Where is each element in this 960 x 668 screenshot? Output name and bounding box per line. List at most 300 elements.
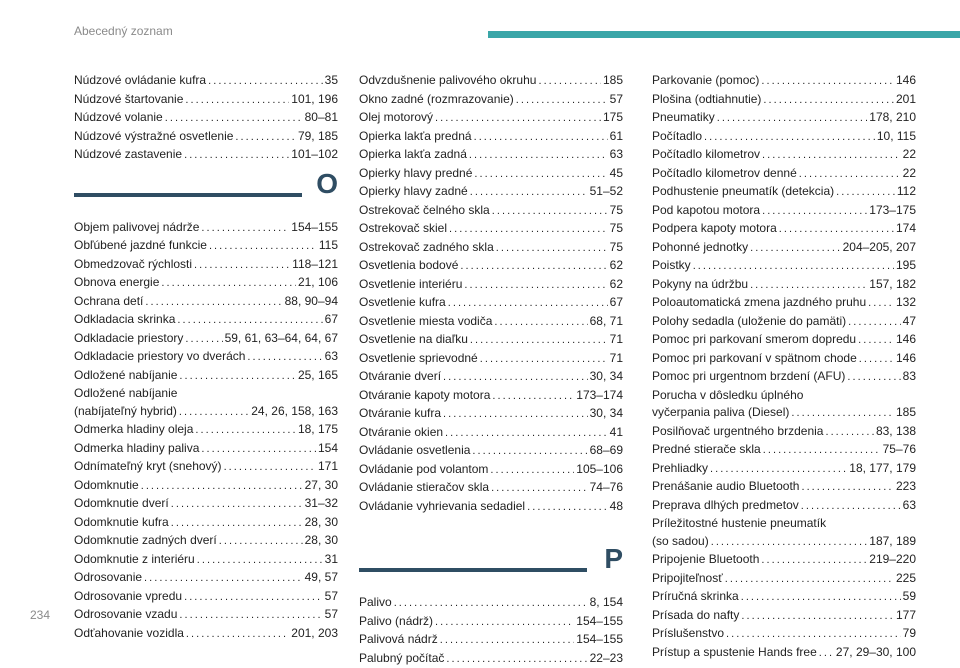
index-entry: [359, 350, 623, 369]
index-entry: [359, 276, 623, 295]
index-entry-term: Odťahovanie vozidla: [74, 625, 184, 643]
dot-leader: [704, 128, 875, 147]
index-entry-term: Opierka lakťa zadná: [359, 146, 467, 164]
index-entry-pages[interactable]: 67: [325, 311, 338, 329]
index-entry: [359, 128, 623, 147]
section-letter: P: [604, 550, 623, 568]
dot-leader: [435, 613, 574, 632]
index-entry-term: Plošina (odtiahnutie): [652, 91, 761, 109]
index-entry-term: Olej motorový: [359, 109, 433, 127]
index-entry: [652, 497, 916, 516]
index-entry-pages[interactable]: 146: [896, 350, 916, 368]
dot-leader: [779, 220, 894, 239]
dot-leader: [474, 128, 608, 147]
index-entry-pages[interactable]: 154–155: [576, 613, 623, 631]
dot-leader: [710, 460, 847, 479]
index-entry-pages[interactable]: 28, 30: [305, 532, 338, 550]
index-entry-pages[interactable]: 105–106: [576, 461, 623, 479]
dot-leader: [762, 202, 867, 221]
dot-leader: [496, 239, 608, 258]
index-entry: [652, 423, 916, 442]
index-entry-pages[interactable]: 101–102: [291, 146, 338, 164]
index-entry-pages[interactable]: 67: [610, 294, 623, 312]
index-entry-term: Otváranie kufra: [359, 405, 441, 423]
index-entry-pages[interactable]: 22: [903, 165, 916, 183]
index-entry-term: Pomoc pri urgentnom brzdení (AFU): [652, 368, 845, 386]
index-entry-term: Ovládanie stieračov skla: [359, 479, 489, 497]
dot-leader: [145, 293, 282, 312]
index-entry-term: Pripojenie Bluetooth: [652, 551, 759, 569]
index-entry: [74, 569, 338, 588]
index-entry: [652, 276, 916, 295]
index-entry: [74, 256, 338, 275]
index-entry-term: Palivo: [359, 594, 392, 612]
index-column-2: [359, 72, 623, 668]
index-entry-pages[interactable]: 154–155: [291, 219, 338, 237]
index-entry-pages[interactable]: 57: [325, 606, 338, 624]
dot-leader: [201, 219, 289, 238]
index-entry-pages[interactable]: 51–52: [590, 183, 623, 201]
dot-leader: [194, 256, 290, 275]
dot-leader: [799, 165, 901, 184]
index-entry: [74, 551, 338, 570]
index-entry-term: Osvetlenia bodové: [359, 257, 458, 275]
dot-leader: [201, 440, 316, 459]
index-entry-term: Ovládanie pod volantom: [359, 461, 488, 479]
index-entry-term: Parkovanie (pomoc): [652, 72, 759, 90]
index-entry: [359, 331, 623, 350]
dot-leader: [460, 257, 607, 276]
dot-leader: [492, 387, 574, 406]
index-entry: [359, 650, 623, 668]
index-entry-term: Núdzové štartovanie: [74, 91, 183, 109]
dot-leader: [208, 72, 323, 91]
dot-leader: [711, 533, 868, 552]
dot-leader: [858, 331, 894, 350]
index-entry: [652, 165, 916, 184]
index-entry-pages[interactable]: 75: [610, 220, 623, 238]
index-entry-term: Opierky hlavy predné: [359, 165, 472, 183]
index-entry: [74, 219, 338, 238]
index-entry: [652, 625, 916, 644]
index-entry-pages[interactable]: 80–81: [305, 109, 338, 127]
index-entry: [74, 237, 338, 256]
index-entry-pages[interactable]: 187, 189: [869, 533, 916, 551]
index-entry-pages[interactable]: 185: [603, 72, 623, 90]
index-entry: [74, 514, 338, 533]
index-entry-term: Odomknutie z interiéru: [74, 551, 195, 569]
index-entry-term-line1: Porucha v dôsledku úplného: [652, 387, 916, 405]
index-entry-pages[interactable]: 49, 57: [305, 569, 338, 587]
index-entry-pages[interactable]: 83: [903, 368, 916, 386]
dot-leader: [726, 625, 901, 644]
index-entry-pages[interactable]: 68, 71: [590, 313, 623, 331]
dot-leader: [836, 183, 895, 202]
index-entry-pages[interactable]: 25, 165: [298, 367, 338, 385]
index-entry-pages[interactable]: 27, 29–30, 100: [836, 644, 916, 662]
index-entry-term: Odomknutie dverí: [74, 495, 169, 513]
header-title: Abecedný zoznam: [74, 24, 173, 38]
index-entry-term: Podpera kapoty motora: [652, 220, 777, 238]
index-entry: [359, 594, 623, 613]
index-entry-term: Otváranie okien: [359, 424, 443, 442]
dot-leader: [494, 313, 587, 332]
index-entry-term: Otváranie kapoty motora: [359, 387, 490, 405]
index-entry: [652, 441, 916, 460]
index-entry: [652, 313, 916, 332]
section-divider: [74, 193, 302, 197]
index-entry-pages[interactable]: 30, 34: [590, 368, 623, 386]
index-entry-pages[interactable]: 146: [896, 72, 916, 90]
index-entry-term: Osvetlenie interiéru: [359, 276, 462, 294]
index-entry: [359, 613, 623, 632]
index-entry-term: Pokyny na údržbu: [652, 276, 748, 294]
index-entry-pages[interactable]: 173–174: [576, 387, 623, 405]
index-entry: [652, 128, 916, 147]
dot-leader: [195, 421, 296, 440]
index-entry: [652, 183, 916, 202]
index-entry: [74, 274, 338, 293]
index-entry: [652, 220, 916, 239]
index-entry-pages[interactable]: 8, 154: [590, 594, 623, 612]
index-entry-pages[interactable]: 173–175: [869, 202, 916, 220]
index-entry-pages[interactable]: 30, 34: [590, 405, 623, 423]
index-entry: [74, 330, 338, 349]
index-entry-term: Osvetlenie sprievodné: [359, 350, 478, 368]
index-entry-pages[interactable]: 112: [897, 183, 916, 201]
dot-leader: [141, 477, 303, 496]
index-entry: [652, 460, 916, 479]
index-column-3: [652, 72, 916, 662]
dot-leader: [224, 458, 316, 477]
dot-leader: [209, 237, 317, 256]
index-entry-term: Núdzové výstražné osvetlenie: [74, 128, 233, 146]
index-entry-term: Odkladacia skrinka: [74, 311, 175, 329]
section-divider: [359, 568, 587, 572]
dot-leader: [179, 367, 296, 386]
index-entry-term: Odmerka hladiny oleja: [74, 421, 193, 439]
index-entry: [359, 424, 623, 443]
index-entry-pages[interactable]: 68–69: [590, 442, 623, 460]
index-entry-pages[interactable]: 63: [610, 146, 623, 164]
index-entry-term: Núdzové zastavenie: [74, 146, 182, 164]
index-entry-pages[interactable]: 74–76: [590, 479, 623, 497]
index-entry-pages[interactable]: 75–76: [883, 441, 916, 459]
dot-leader: [179, 403, 249, 422]
index-entry-pages[interactable]: 27, 30: [305, 477, 338, 495]
index-entry-term: Odomknutie: [74, 477, 139, 495]
index-entry-pages[interactable]: 28, 30: [305, 514, 338, 532]
index-entry-pages[interactable]: 41: [610, 424, 623, 442]
page-number: 234: [30, 608, 50, 622]
index-entry-pages[interactable]: 154–155: [576, 631, 623, 649]
index-entry-term: Objem palivovej nádrže: [74, 219, 199, 237]
index-entry-pages[interactable]: 157, 182: [869, 276, 916, 294]
index-list: [74, 72, 338, 165]
dot-leader: [761, 72, 894, 91]
index-entry: [359, 631, 623, 650]
section-header-p: [359, 548, 623, 586]
index-entry-term: Núdzové ovládanie kufra: [74, 72, 206, 90]
index-entry-pages[interactable]: 225: [896, 570, 916, 588]
index-entry: [359, 313, 623, 332]
index-entry-pages[interactable]: 24, 26, 158, 163: [251, 403, 338, 421]
dot-leader: [527, 498, 608, 517]
index-entry-pages[interactable]: 174: [896, 220, 916, 238]
dot-leader: [750, 276, 867, 295]
dot-leader: [819, 644, 834, 663]
index-entry-term: Preprava dlhých predmetov: [652, 497, 799, 515]
index-entry-term: Palivová nádrž: [359, 631, 438, 649]
index-entry: [652, 387, 916, 423]
index-entry-term: vyčerpania paliva (Diesel): [652, 404, 789, 422]
index-entry-pages[interactable]: 175: [603, 109, 623, 127]
index-entry: [652, 368, 916, 387]
index-entry-term: Polohy sedadla (uloženie do pamäti): [652, 313, 846, 331]
index-entry: [359, 202, 623, 221]
dot-leader: [801, 497, 901, 516]
index-entry-pages[interactable]: 10, 115: [877, 128, 916, 146]
index-entry: [359, 72, 623, 91]
index-entry-pages[interactable]: 61: [610, 128, 623, 146]
dot-leader: [440, 631, 575, 650]
index-entry-pages[interactable]: 223: [896, 478, 916, 496]
index-entry-term: Osvetlenie miesta vodiča: [359, 313, 492, 331]
index-entry-pages[interactable]: 79: [903, 625, 916, 643]
index-entry-pages[interactable]: 118–121: [292, 256, 338, 274]
index-entry-term: Odkladacie priestory: [74, 330, 183, 348]
index-entry-pages[interactable]: 63: [903, 497, 916, 515]
index-entry-pages[interactable]: 47: [903, 313, 916, 331]
index-entry-pages[interactable]: 75: [610, 202, 623, 220]
index-entry-term: Ostrekovač zadného skla: [359, 239, 494, 257]
index-entry-pages[interactable]: 21, 106: [298, 274, 338, 292]
index-entry-pages[interactable]: 219–220: [869, 551, 916, 569]
dot-leader: [443, 368, 588, 387]
index-entry-pages[interactable]: 204–205, 207: [843, 239, 916, 257]
index-list: [74, 219, 338, 644]
dot-leader: [165, 109, 303, 128]
index-entry: [652, 294, 916, 313]
index-entry-pages[interactable]: 18, 177, 179: [849, 460, 916, 478]
index-entry-term: Podhustenie pneumatík (detekcia): [652, 183, 834, 201]
header-accent-bar: [488, 31, 960, 38]
index-entry: [359, 442, 623, 461]
index-entry-term: Počítadlo: [652, 128, 702, 146]
index-entry-term: Palivo (nádrž): [359, 613, 433, 631]
index-entry-term: Odkladacie priestory vo dverách: [74, 348, 245, 366]
index-entry: [652, 350, 916, 369]
index-entry: [359, 387, 623, 406]
index-entry: [652, 72, 916, 91]
index-entry-pages[interactable]: 115: [319, 237, 338, 255]
index-entry-term: Odomknutie kufra: [74, 514, 169, 532]
index-entry-pages[interactable]: 154: [318, 440, 338, 458]
index-entry-pages[interactable]: 62: [610, 257, 623, 275]
dot-leader: [801, 478, 894, 497]
dot-leader: [235, 128, 296, 147]
dot-leader: [185, 91, 289, 110]
index-entry-term: Poloautomatická zmena jazdného pruhu: [652, 294, 866, 312]
dot-leader: [741, 607, 894, 626]
index-entry-term: Pomoc pri parkovaní smerom dopredu: [652, 331, 856, 349]
index-entry-pages[interactable]: 22–23: [590, 650, 623, 668]
index-entry-pages[interactable]: 18, 175: [298, 421, 338, 439]
index-entry-term: Ostrekovač skiel: [359, 220, 447, 238]
section-header-o: [74, 173, 338, 211]
index-entry: [359, 109, 623, 128]
dot-leader: [185, 330, 222, 349]
index-entry: [652, 331, 916, 350]
dot-leader: [825, 423, 874, 442]
index-entry: [652, 202, 916, 221]
index-entry-term: Obmedzovač rýchlosti: [74, 256, 192, 274]
index-entry-term: Počítadlo kilometrov denné: [652, 165, 797, 183]
dot-leader: [449, 220, 608, 239]
index-entry-pages[interactable]: 45: [610, 165, 623, 183]
index-entry: [74, 146, 338, 165]
index-entry-term: Ostrekovač čelného skla: [359, 202, 490, 220]
dot-leader: [470, 331, 608, 350]
index-entry-term: Odomknutie zadných dverí: [74, 532, 217, 550]
index-entry-term: Posilňovač urgentného brzdenia: [652, 423, 823, 441]
dot-leader: [470, 183, 588, 202]
index-entry: [74, 588, 338, 607]
index-entry-term: (nabíjateľný hybrid): [74, 403, 177, 421]
index-entry-term: Palubný počítač: [359, 650, 444, 668]
dot-leader: [179, 606, 322, 625]
index-entry: [74, 109, 338, 128]
dot-leader: [469, 146, 608, 165]
index-entry: [652, 515, 916, 551]
index-entry-term: Poistky: [652, 257, 691, 275]
index-entry: [74, 311, 338, 330]
dot-leader: [480, 350, 608, 369]
index-entry-pages[interactable]: 57: [325, 588, 338, 606]
index-entry-pages[interactable]: 195: [896, 257, 916, 275]
index-entry-pages[interactable]: 62: [610, 276, 623, 294]
index-entry-pages[interactable]: 31–32: [305, 495, 338, 513]
index-entry: [652, 239, 916, 258]
dot-leader: [171, 514, 303, 533]
index-entry: [359, 368, 623, 387]
dot-leader: [490, 461, 574, 480]
index-entry-pages[interactable]: 59, 61, 63–64, 64, 67: [225, 330, 338, 348]
dot-leader: [492, 202, 608, 221]
dot-leader: [197, 551, 323, 570]
index-entry-term: Núdzové volanie: [74, 109, 163, 127]
index-entry: [652, 570, 916, 589]
index-entry: [359, 479, 623, 498]
index-entry: [74, 606, 338, 625]
index-entry-pages[interactable]: 201, 203: [291, 625, 338, 643]
dot-leader: [491, 479, 588, 498]
index-entry-term: Osvetlenie kufra: [359, 294, 446, 312]
index-entry-term: Odrosovanie vpredu: [74, 588, 182, 606]
index-entry-pages[interactable]: 185: [896, 404, 916, 422]
index-entry-pages[interactable]: 22: [903, 146, 916, 164]
index-column-1: [74, 72, 338, 643]
dot-leader: [848, 313, 901, 332]
index-entry-pages[interactable]: 83, 138: [876, 423, 916, 441]
index-entry-pages[interactable]: 75: [610, 239, 623, 257]
index-entry: [652, 91, 916, 110]
index-entry-pages[interactable]: 31: [325, 551, 338, 569]
index-entry-pages[interactable]: 146: [896, 331, 916, 349]
index-entry: [652, 146, 916, 165]
index-entry: [652, 644, 916, 663]
index-entry-pages[interactable]: 201: [896, 91, 916, 109]
dot-leader: [762, 146, 901, 165]
index-entry: [74, 440, 338, 459]
index-entry: [359, 405, 623, 424]
index-entry-term: Pomoc pri parkovaní v spätnom chode: [652, 350, 857, 368]
dot-leader: [184, 146, 289, 165]
index-entry-term: Ovládanie osvetlenia: [359, 442, 470, 460]
index-entry-term: Odrosovanie vzadu: [74, 606, 177, 624]
index-entry-pages[interactable]: 59: [903, 588, 916, 606]
index-entry-term: Opierky hlavy zadné: [359, 183, 468, 201]
index-entry: [359, 220, 623, 239]
index-entry-term: Príslušenstvo: [652, 625, 724, 643]
index-list: [359, 72, 623, 516]
index-entry-pages[interactable]: 71: [610, 331, 623, 349]
index-entry-term: Odvzdušnenie palivového okruhu: [359, 72, 536, 90]
dot-leader: [717, 109, 868, 128]
index-entry: [74, 458, 338, 477]
dot-leader: [847, 368, 900, 387]
index-entry: [652, 551, 916, 570]
index-entry-pages[interactable]: 177: [896, 607, 916, 625]
index-entry-pages[interactable]: 178, 210: [869, 109, 916, 127]
index-entry-pages[interactable]: 171: [318, 458, 338, 476]
dot-leader: [177, 311, 322, 330]
dot-leader: [464, 276, 607, 295]
index-entry: [74, 477, 338, 496]
dot-leader: [761, 551, 867, 570]
dot-leader: [247, 348, 322, 367]
index-entry-term: Obľúbené jazdné funkcie: [74, 237, 207, 255]
index-entry-pages[interactable]: 88, 90–94: [285, 293, 338, 311]
index-entry: [359, 146, 623, 165]
index-entry-term: Prístup a spustenie Hands free: [652, 644, 817, 662]
index-entry-pages[interactable]: 57: [610, 91, 623, 109]
index-entry-pages[interactable]: 71: [610, 350, 623, 368]
index-entry-pages[interactable]: 101, 196: [291, 91, 338, 109]
index-entry-pages[interactable]: 63: [325, 348, 338, 366]
index-entry-term-line1: Príležitostné hustenie pneumatík: [652, 515, 916, 533]
dot-leader: [538, 72, 601, 91]
index-entry: [74, 91, 338, 110]
dot-leader: [474, 165, 607, 184]
index-entry: [652, 257, 916, 276]
index-entry-pages[interactable]: 35: [325, 72, 338, 90]
index-entry: [74, 532, 338, 551]
dot-leader: [750, 239, 841, 258]
index-entry: [359, 498, 623, 517]
index-entry: [74, 72, 338, 91]
index-list: [359, 594, 623, 668]
index-entry: [74, 128, 338, 147]
index-entry-term: Príručná skrinka: [652, 588, 739, 606]
index-entry-pages[interactable]: 48: [610, 498, 623, 516]
index-entry-term: Opierka lakťa predná: [359, 128, 472, 146]
index-entry-pages[interactable]: 132: [896, 294, 916, 312]
index-entry-term: Pod kapotou motora: [652, 202, 760, 220]
index-entry-pages[interactable]: 79, 185: [298, 128, 338, 146]
index-entry: [74, 367, 338, 386]
index-entry-term: Prehliadky: [652, 460, 708, 478]
